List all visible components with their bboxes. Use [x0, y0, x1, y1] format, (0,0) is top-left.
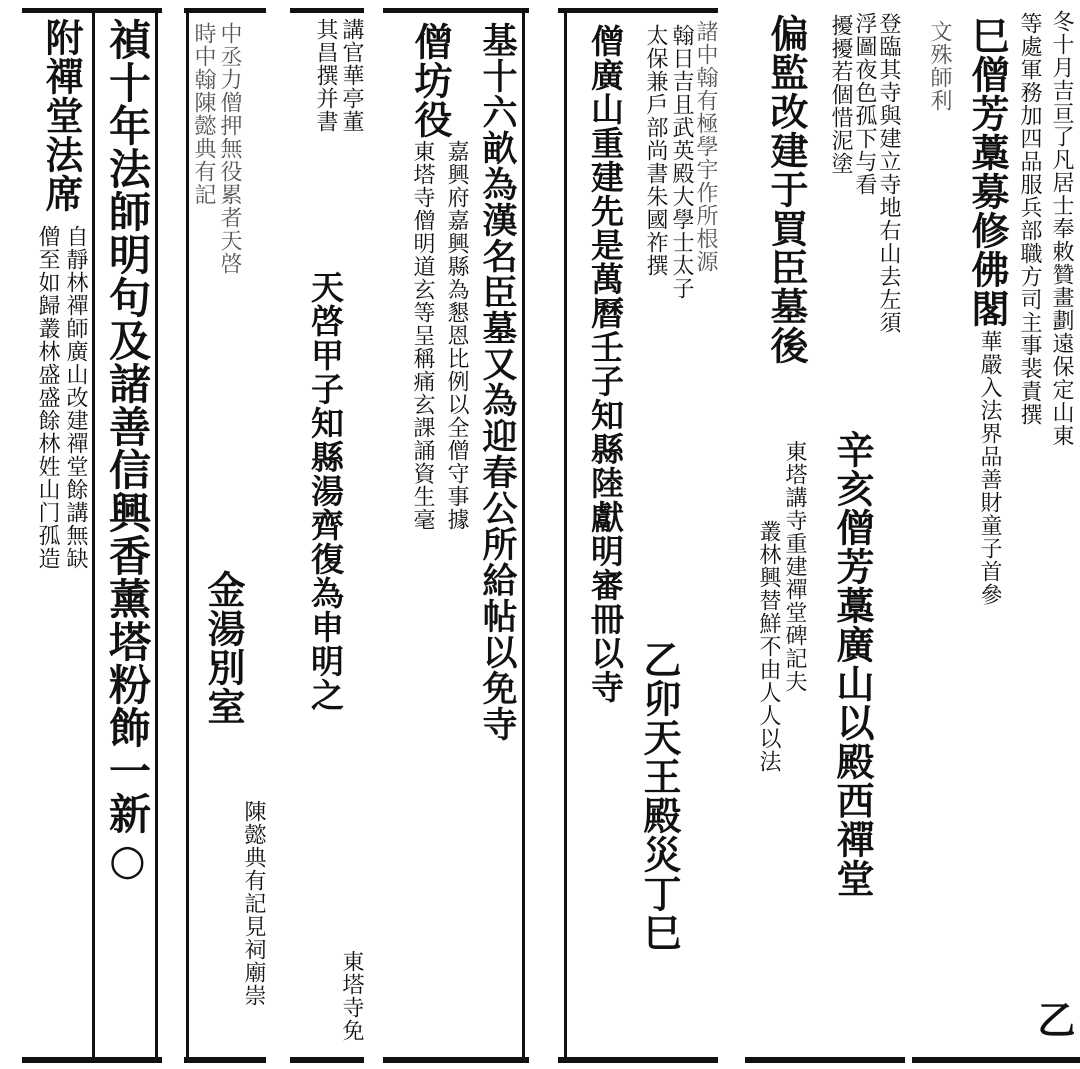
text-column: 叢林興替鮮不由人人以法 [756, 520, 781, 773]
text-column: 基十六畝為漢名臣墓又為迎春公所給帖以免寺 [477, 22, 518, 742]
text-strip-4 [383, 0, 529, 1069]
text-column: 東塔寺僧明道玄等呈稱痛玄課誦資生毫 [410, 140, 435, 531]
bottom-rule [912, 1057, 1080, 1063]
text-column: 僧坊役 [408, 22, 453, 139]
text-column: 諸中翰有極學宇作所根源 [693, 20, 718, 273]
text-column: 自靜林禪師廣山改建禪堂餘講無缺 [63, 225, 88, 570]
column-border [522, 8, 525, 1063]
text-column: 浮圖夜色孤下与看 [852, 12, 877, 196]
top-rule [558, 8, 718, 13]
text-column: 金湯別室 [201, 570, 246, 726]
text-column: 中丞力僧押無役累者天啓 [217, 22, 242, 275]
bottom-rule [184, 1057, 266, 1063]
text-strip-7 [22, 0, 162, 1069]
text-column: 禎十年法師明句及諸善信興香薰塔粉飾一新○ [103, 18, 152, 885]
bottom-rule [290, 1057, 364, 1063]
text-column: 僧廣山重建先是萬曆壬子知縣陸獻明審冊以寺 [586, 24, 625, 704]
text-column: 天啓甲子知縣湯齊復為申明之 [306, 270, 345, 712]
bottom-rule [558, 1057, 718, 1063]
column-border [92, 8, 95, 1063]
text-column: 等處軍務加四品服兵部職方司主事裴責撰 [1017, 12, 1042, 426]
text-column: 乙卯天王殿災丁巳 [637, 640, 682, 952]
text-column: 講官華亭董 [339, 18, 364, 133]
bottom-rule [745, 1057, 905, 1063]
text-column: 華嚴入法界品善財童子首參 [977, 330, 1002, 606]
text-column: 時中翰陳懿典有記 [191, 22, 216, 206]
text-column: 文殊師利 [927, 20, 952, 112]
text-column: 翰日吉且武英殿大學士太子 [669, 24, 694, 300]
text-column: 巳僧芳藁募修佛閣 [965, 16, 1010, 328]
text-strip-2 [745, 0, 905, 1069]
text-column: 僧至如歸叢林盛盛餘林姓山门孤造 [35, 225, 60, 570]
text-strip-6 [184, 0, 266, 1069]
column-border [186, 8, 189, 1063]
text-column: 東塔講寺重建禪堂碑記夫 [782, 440, 807, 693]
text-column: 太保兼戶部尚書朱國祚撰 [643, 24, 668, 277]
text-column: 陳懿典有記見祠廟崇 [241, 800, 266, 1007]
text-strip-5 [290, 0, 364, 1069]
text-column: 偏監改建于買臣墓後 [764, 14, 809, 365]
text-column: 東塔寺免 [339, 950, 364, 1042]
column-border [155, 8, 158, 1063]
top-rule [290, 8, 364, 13]
text-column: 附禪堂法席 [39, 18, 84, 213]
text-column: 登臨其寺與建立寺地右山去左須 [876, 12, 901, 334]
text-column: 辛亥僧芳藁廣山以殿西禪堂 [830, 430, 875, 898]
text-column: 冬十月吉亘了凡居士奉敕贊畫劃遠保定山東 [1049, 10, 1074, 447]
text-column: 其昌撰并書 [313, 18, 338, 133]
text-column: 嘉興府嘉興縣為懇恩比例以全僧守事據 [444, 140, 469, 531]
corner-character: 乙 [1031, 1000, 1076, 1039]
column-border [564, 8, 567, 1063]
bottom-rule [383, 1057, 529, 1063]
text-column: 擾擾若個惜泥塗 [828, 14, 853, 175]
text-strip-1 [912, 0, 1080, 1069]
top-rule [383, 8, 529, 13]
top-rule [184, 8, 266, 13]
text-strip-3 [558, 0, 718, 1069]
